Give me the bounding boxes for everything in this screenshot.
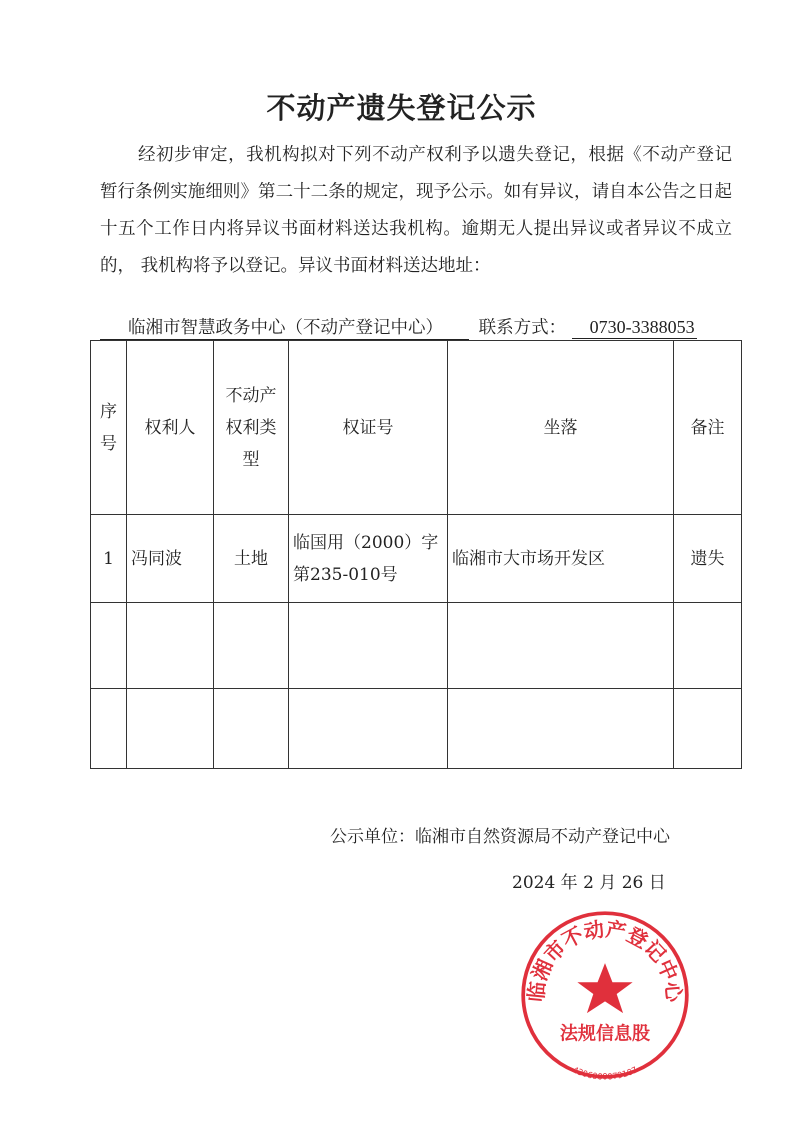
contact-phone: 0730-3388053 — [572, 317, 697, 339]
document-title: 不动产遗失登记公示 — [266, 91, 537, 125]
cell-cert: 临国用（2000）字第235-010号 — [289, 515, 448, 603]
table-row — [91, 603, 742, 689]
contact-label: 联系方式： — [478, 318, 567, 338]
cell-type — [214, 689, 289, 769]
cell-cert — [289, 689, 448, 769]
header-cert: 权证号 — [289, 341, 448, 515]
cell-type: 土地 — [214, 515, 289, 603]
address-line — [100, 314, 736, 340]
header-holder: 权利人 — [127, 341, 214, 515]
cell-holder — [127, 603, 214, 689]
cell-index — [91, 689, 127, 769]
cell-location — [448, 689, 674, 769]
paragraph-text: 经初步审定，我机构拟对下列不动产权利予以遗失登记，根据《不动产登记暂行条例实施细则》第二十二条的规定，现予公示。如有异议，请自本公告之日起十五个工作日内将异议书面材料送达我机构。逾期无人提出异议或者异议不成立的， 我机构将予以登记。异议书面材料送达地址： — [100, 145, 732, 276]
cell-type — [214, 603, 289, 689]
cell-location — [448, 603, 674, 689]
svg-text:临湘市不动产登记中心: 临湘市不动产登记中心 — [523, 916, 687, 1003]
cell-holder — [127, 689, 214, 769]
cell-remark — [674, 603, 742, 689]
svg-text:法规信息股: 法规信息股 — [559, 1023, 651, 1045]
publishing-unit: 公示单位：临湘市自然资源局不动产登记中心 — [330, 827, 670, 847]
registration-table — [90, 340, 742, 769]
header-type: 不动产权利类型 — [214, 341, 289, 515]
table-row — [91, 515, 742, 603]
cell-location: 临湘市大市场开发区 — [448, 515, 674, 603]
cell-cert — [289, 603, 448, 689]
official-seal-icon — [520, 910, 690, 1080]
header-index: 序号 — [91, 341, 127, 515]
cell-index: 1 — [91, 515, 127, 603]
address-value: 临湘市智慧政务中心（不动产登记中心） — [100, 314, 469, 340]
table-row — [91, 689, 742, 769]
header-remark: 备注 — [674, 341, 742, 515]
notice-paragraph — [100, 137, 732, 285]
cell-holder: 冯同波 — [127, 515, 214, 603]
cell-remark: 遗失 — [674, 515, 742, 603]
table-header-row — [91, 341, 742, 515]
cell-remark — [674, 689, 742, 769]
cell-index — [91, 603, 127, 689]
header-location: 坐落 — [448, 341, 674, 515]
publish-date: 2024 年 2 月 26 日 — [512, 873, 666, 893]
svg-text:4306000079107: 4306000079107 — [570, 1065, 640, 1080]
